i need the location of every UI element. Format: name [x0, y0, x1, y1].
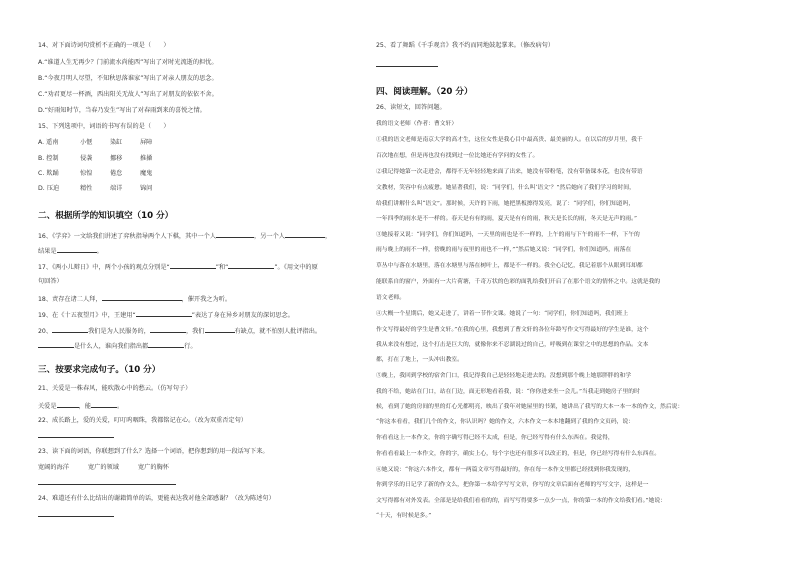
q15-row-d	[38, 185, 170, 193]
q23-word: 宽阔的海洋	[38, 464, 69, 471]
q23-word: 宽广的领域	[88, 464, 119, 471]
passage-line: 语文老师。	[376, 295, 405, 301]
q20-text: 20、	[38, 328, 53, 335]
q18-text: ，催开我之为听。	[181, 296, 232, 303]
q18	[38, 294, 231, 304]
passage-line: ④大概一个星期后，她又走进了，讲着一节作文课。她说了一句：“同学们，你们知道吗，我们班上	[376, 311, 629, 317]
q16-text: 结果是	[38, 248, 57, 255]
passage-line: “你这本看看，我们几个的作文，你认识吗？她的作文，六本作文一本本地翻到了我的作文页码，说：	[376, 419, 635, 425]
passage-line: 雨与晚上的雨不一样，傍晚的雨与夜里的雨也不一样，”“然后她又说：“同学们，你们知道吗，雨落在	[376, 247, 632, 253]
answer-blank[interactable]	[57, 401, 79, 408]
passage-line: 草丛中与落在水塘里，落在水塘里与落在树叶上，都是不一样的。我全心记忆，我记着那个从眼到耳却都	[376, 263, 643, 269]
q23-stem: 23、读下面的词语，你联想到了什么？选择一个词语，把你想到的用一段话写下来。	[38, 448, 269, 455]
q18-text: 18、责存在诸二人拜，	[38, 296, 102, 303]
answer-blank[interactable]	[136, 310, 192, 317]
q16-text: ，	[324, 233, 332, 240]
q17-text: 17、《两小儿辩日》中，两个小孩的观点分别是“	[38, 264, 170, 271]
q17-text: ”和“	[215, 264, 229, 271]
q15-word: B. 控制	[38, 155, 59, 162]
q20-text: 是什么人，谁向我们指出都	[74, 343, 149, 350]
answer-blank[interactable]	[148, 341, 184, 348]
q21-text: 关爱是	[38, 403, 57, 410]
answer-blank[interactable]	[57, 246, 97, 253]
passage-line: 你到学乐的日记学了新的作文么，把你第一本给学写写文章，你写的文章后面有老师的写写文字，这样是一	[376, 482, 649, 488]
answer-blank[interactable]	[91, 401, 117, 408]
q17-text: ”。《用文中的原	[274, 264, 318, 271]
passage-line: 文写得都有对外发表。全部是是给我们看看的的，而写写得要多一点少一点，你的第一本的作文给我们看。”她说：	[376, 498, 666, 504]
answer-blank[interactable]	[52, 326, 88, 333]
q15-word: 挪移	[110, 155, 123, 162]
section-2-heading: 二、根据所学的知识填空（10 分）	[38, 211, 174, 221]
q15-word: 锦问	[140, 185, 153, 192]
passage-line: 你看看看最上一本作文，你的字，确实上心，每个字也还有很多可以改正的，但是，你已经写得有什么东西在。	[376, 451, 661, 457]
q21-text: ，能	[78, 403, 91, 410]
answer-blank[interactable]	[150, 326, 186, 333]
passage-line: 都，打在了地上，一头冲出教室。	[376, 357, 463, 363]
q15-word: C. 欺踊	[38, 170, 59, 177]
passage-line: 候，看到了她的房间的里的灯心光都明亮，映出了我年对她屋里的书架，她讲出了我写的大本一本一本的作文，然后说：	[376, 404, 684, 410]
q15-word: 小惬	[80, 139, 93, 146]
q24-stem: 24、难道还有什么比结出的谢籍简单的话，更能表达我对他全部感谢？（改为陈述句）	[38, 495, 275, 502]
q21-stem: 21、关爱是一株春风，能吹散心中的愁云。（仿写句子）	[38, 385, 192, 392]
passage-line: 百次地在想，但是再也没有找到过一位比她还有学问的女性了。	[376, 153, 539, 159]
answer-line[interactable]	[38, 516, 114, 517]
passage-line: ①我的语文老师是南京大学的高才生，这位女性是我心目中最高贵、最美丽的人。在以后的岁月里，我千	[376, 137, 643, 143]
q20-line1	[38, 326, 321, 336]
section-4-heading: 四、阅读理解。（20 分）	[376, 87, 473, 97]
passage-line: 我的不给，她站在门口，站在门边，面无形地看着我，说：“你你进来坐一会儿。”当我走到她房子里的时	[376, 389, 640, 395]
answer-line[interactable]	[38, 484, 176, 485]
q15-row-b	[38, 155, 170, 163]
q15-stem: 15、下列选项中，词语的书写有误的是（ ）	[38, 123, 170, 130]
answer-blank[interactable]	[102, 294, 182, 301]
q17-line1	[38, 262, 318, 272]
q15-word: 屏障	[140, 139, 153, 146]
q23-words	[38, 464, 169, 472]
passage-line: 你看看这上一本作文，你的字确写得已经不太成，但是，你已经写得有什么东西在。我觉得，	[376, 435, 614, 441]
passage-title: 我的语文老师（作者：曹文轩）	[376, 121, 458, 127]
q15-word: 精性	[80, 185, 93, 192]
q15-word: 侵袭	[80, 155, 93, 162]
passage-line: ③她接着又说：“同学们，你们知道吗，一天里的雨也是不一样的，上午的雨与下午的雨不一样，下午的	[376, 232, 640, 238]
q23-word: 宽广的胸怀	[138, 464, 169, 471]
q21-text: 。	[116, 403, 124, 410]
passage-line: 给我们讲解什么叫“语文”。那时候，天许的下雨，她把黑板擦得发亮，说了：“同学们，你们知道吗，	[376, 201, 635, 207]
answer-line[interactable]	[376, 66, 438, 67]
q14-option-d: D.“好雨知时节，当春乃发生”写出了对春雨到来的喜悦之情。	[38, 107, 206, 114]
q19-text: ”表达了身在异乡对朋友的深切思念。	[191, 312, 294, 319]
answer-blank[interactable]	[38, 341, 74, 348]
q20-line2	[38, 341, 197, 351]
passage-line: ⑤晚上，我回到学校的宿舍门口，我记得我自己是轻轻地走进去的。没想到那个晚上她那胖胖的和学	[376, 373, 632, 379]
answer-blank[interactable]	[216, 231, 254, 238]
passage-line: ⑥她又说：“你这六本作文，都有一两篇文章写得最好的，你在每一本作文里都已经找到你我发现的，	[376, 467, 635, 473]
q15-word: 端详	[110, 185, 123, 192]
q16-text: 16、《学弈》一文给我们讲述了弈秋指导两个人下棋，其中一个人	[38, 233, 217, 240]
q19-text: 19、在《十五夜望月》中，王建用“	[38, 312, 136, 319]
q26-stem: 26、读短文，回答问题。	[376, 104, 446, 111]
q25-stem: 25、看了舞蹈《千手观音》我不约而同地鼓起掌来。（修改病句）	[376, 42, 555, 49]
q15-word: 推搡	[140, 155, 153, 162]
q16-line2	[38, 246, 103, 256]
passage-line: “十天，有时候是多。”	[376, 513, 432, 519]
answer-line[interactable]	[38, 437, 114, 438]
q19	[38, 310, 294, 320]
q15-word: 魔鬼	[140, 170, 153, 177]
passage-line: 能联系自的窗户，外面有一大片荷塘，千奇万状的色彩的面乳给我们开启了在那个语文的情怀之中。这就是我的	[376, 279, 661, 285]
q22-stem: 22、成长路上，爱的关爱，叮叮呜咽珠，我都铭记在心。（改为双重否定句）	[38, 417, 247, 424]
passage-line: ②我记得她第一次走进会，都得不无年轻轻地来面了出来，她没有带粉笔，没有带备课本花，也没有带语	[376, 169, 643, 175]
passage-line: 一年四季的雨水是不一样的。春天是有有的雨，夏天是有有的雨，秋天是长长的雨，冬天是无声的雨。”	[376, 216, 637, 222]
q20-text: 有缺点，就不怕别人批评指出。	[234, 328, 322, 335]
answer-blank[interactable]	[205, 326, 235, 333]
q14-option-a: A.“谁道人生无再少？门前流水尚能西”写出了对时光流逝的担忧。	[38, 59, 218, 66]
q14-option-b: B.“今夜月明人尽望，不知秋思落谁家”写出了对亲人朋友的思念。	[38, 75, 218, 82]
q15-word: A. 遥南	[38, 139, 59, 146]
q15-word: 倦怠	[110, 170, 123, 177]
q16-text: ，另一个人	[254, 233, 285, 240]
q15-word: 惊惶	[80, 170, 93, 177]
q15-row-a	[38, 139, 170, 147]
answer-blank[interactable]	[170, 262, 216, 269]
passage-line: 作文写得最好的学生是曹文轩。”在我的心里，我想到了曹文轩的各位年龄写作文写得最好的学生是谁，这个	[376, 327, 649, 333]
passage-line: 我从来没有想过，这个打击是巨大的，就像你来不忍湖说过的自己，呼吸到在课堂之中的思想的作品。文本	[376, 342, 649, 348]
q21-answer	[38, 401, 123, 411]
q20-text: 我们是为人民服务的，	[88, 328, 150, 335]
q15-row-c	[38, 170, 170, 178]
q16-text: 。	[96, 248, 103, 255]
passage-line: 文教材，笑容中有点疲惫。她显著我们，说：“同学们，什么叫‘语文’？”然后她向了我们学习的时间，	[376, 185, 635, 191]
q15-word: 染缸	[110, 139, 123, 146]
q20-text: ，我们	[185, 328, 205, 335]
q14-option-c: C.“劝君更尽一杯酒，西出阳关无故人”写出了对朋友的依依不舍。	[38, 91, 218, 98]
answer-blank[interactable]	[228, 262, 274, 269]
q15-word: D. 压迫	[38, 185, 60, 192]
q17-line2: 句回答）	[38, 278, 63, 285]
q16-line1	[38, 231, 331, 241]
answer-blank[interactable]	[285, 231, 325, 238]
q20-text: 行。	[184, 343, 197, 350]
section-3-heading: 三、按要求完成句子。（10 分）	[38, 365, 161, 375]
q14-stem: 14、对下面诗词句赏析不正确的一项是（ ）	[38, 42, 170, 49]
